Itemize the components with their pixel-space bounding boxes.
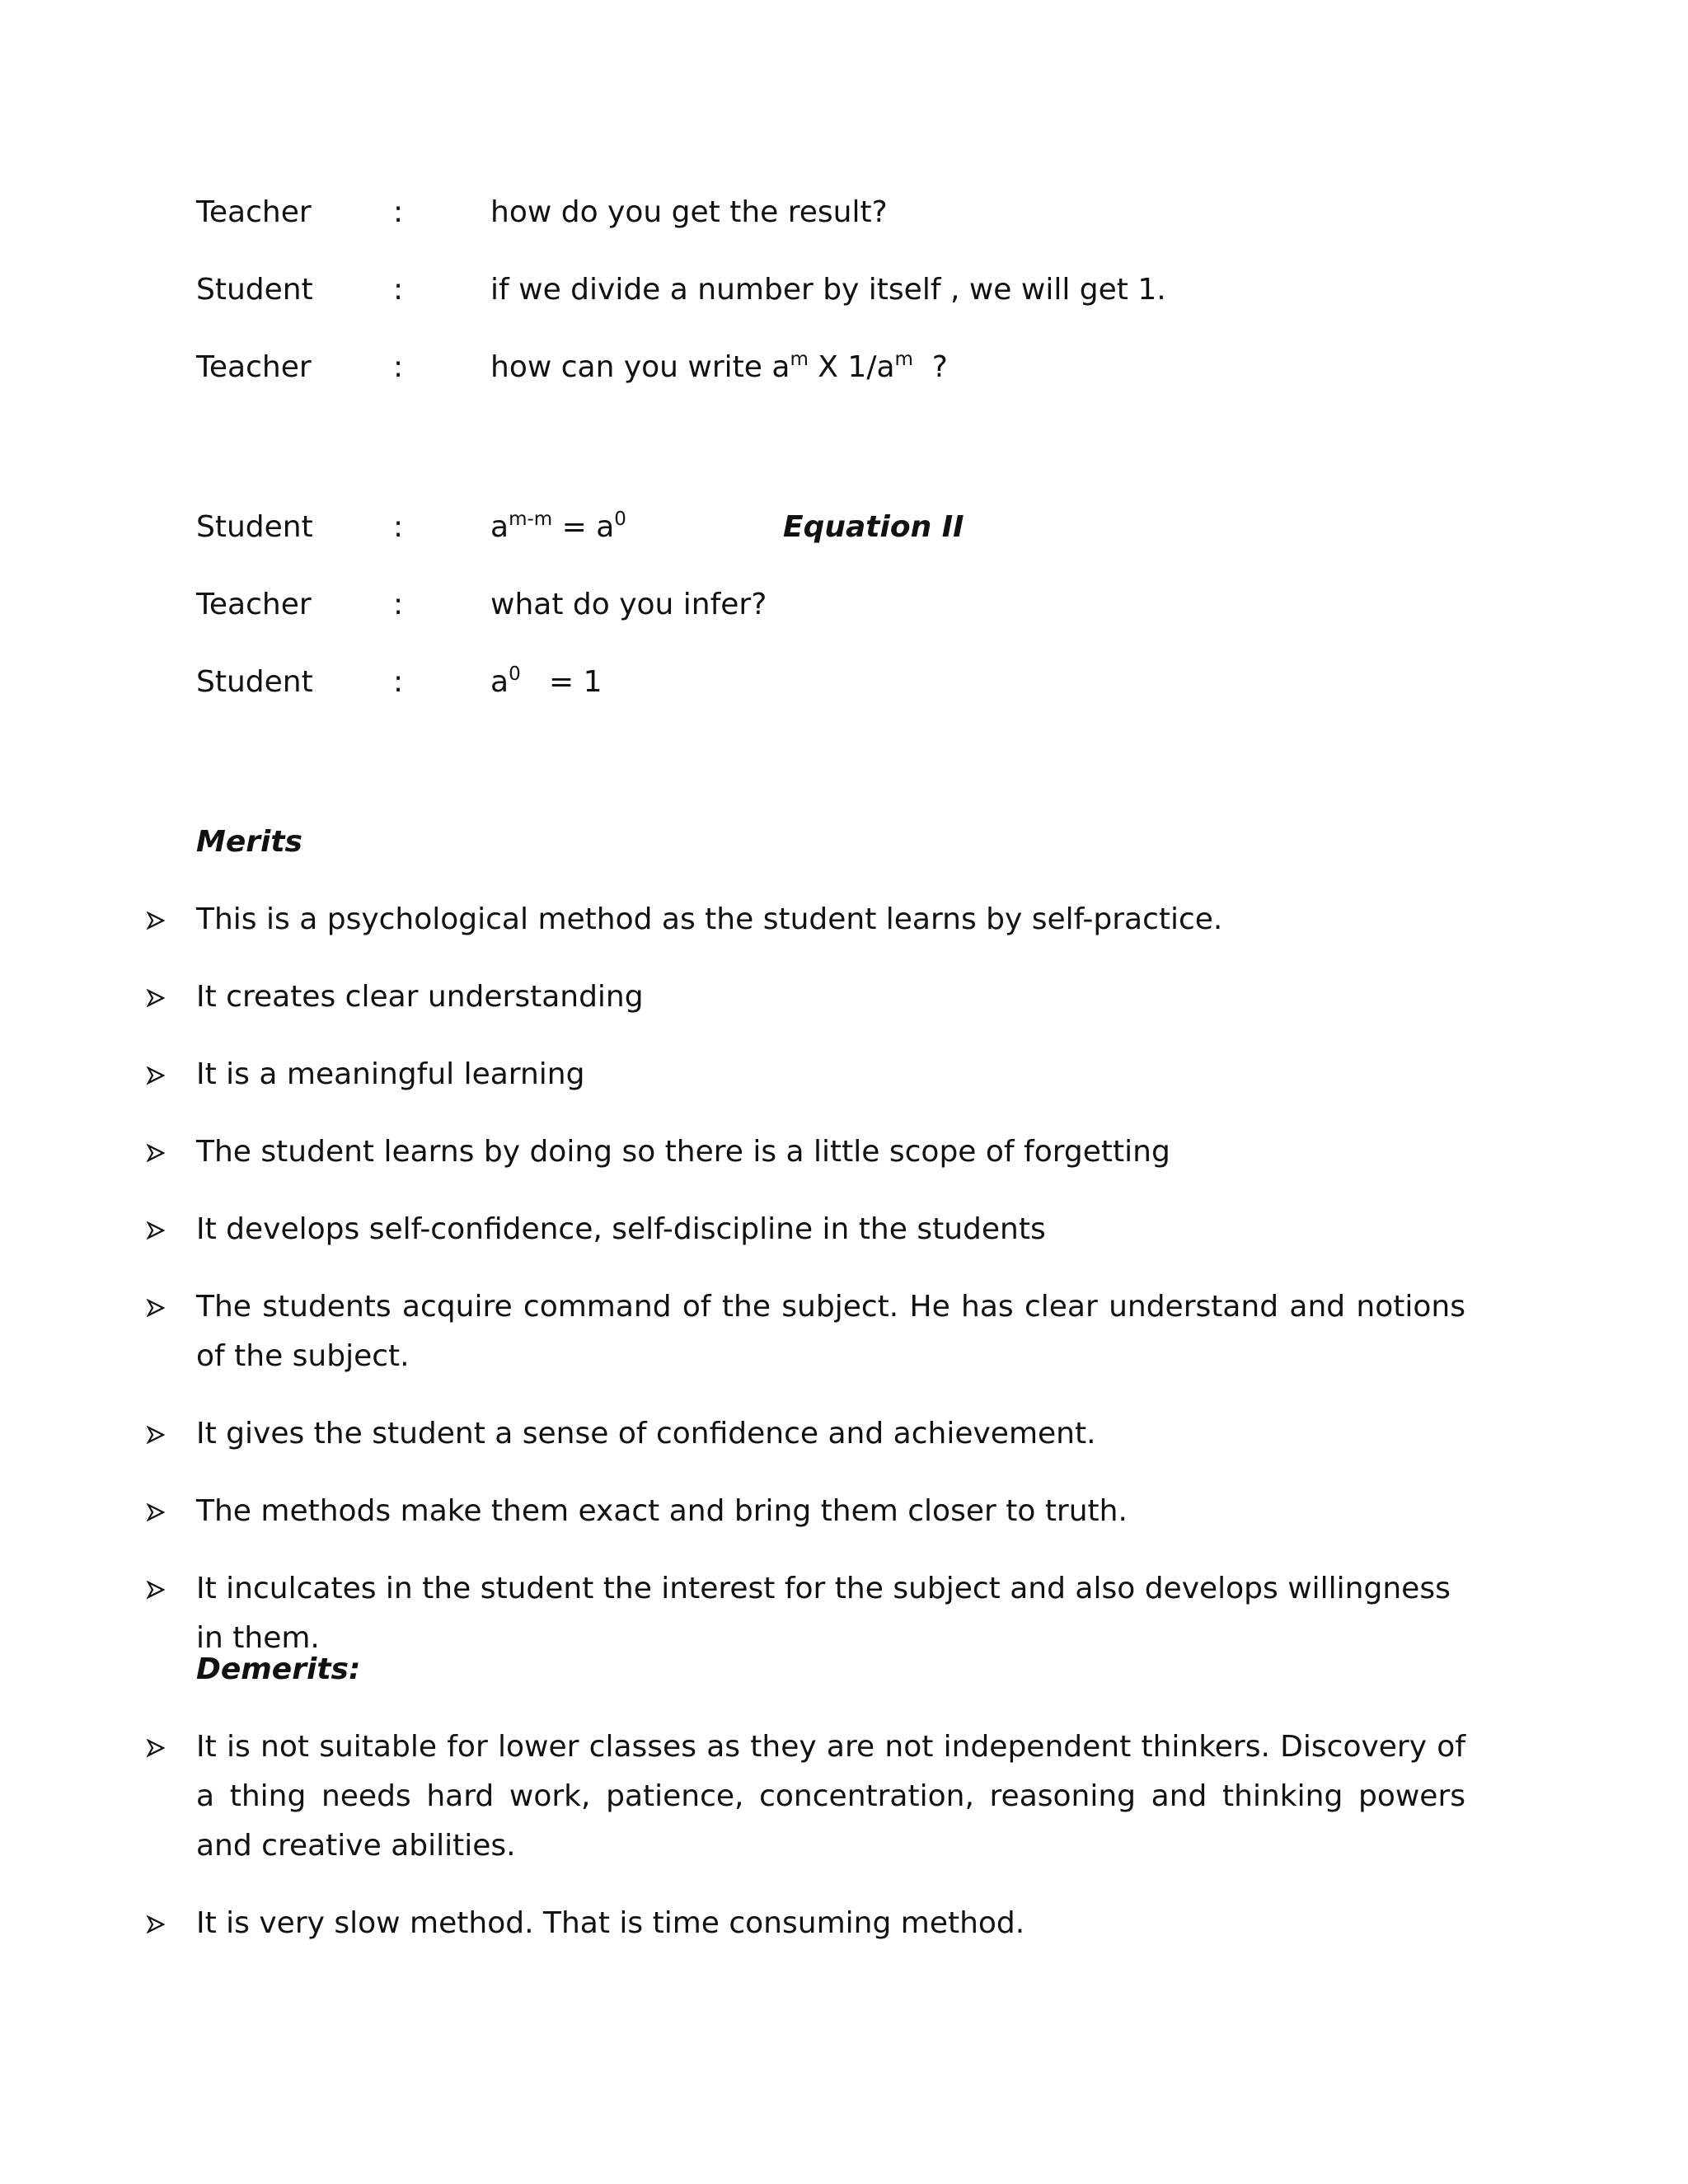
equation-base: a [490,665,509,699]
arrowhead-bullet-icon [147,1564,180,1614]
arrowhead-bullet-icon [147,1205,180,1254]
utterance-text: how do you get the result? [490,195,888,229]
list-item [147,1899,1465,1948]
list-item-text: It develops self-confidence, self-discipline in the students [196,1212,1046,1246]
arrowhead-bullet-icon [147,1050,180,1099]
colon-separator: : [393,350,404,384]
demerits-list [147,1722,1465,1948]
arrowhead-bullet-icon [147,895,180,944]
expression-text: how can you write a [490,350,790,384]
speaker-label: Teacher [196,195,312,229]
demerits-heading: Demerits: [196,1652,361,1686]
arrowhead-bullet-icon [147,1282,180,1332]
list-item-text: The student learns by doing so there is a little scope of forgetting [196,1135,1170,1169]
superscript: m [894,349,913,370]
merits-heading: Merits [196,825,302,859]
arrowhead-bullet-icon [147,1127,180,1177]
equation-text: = a [552,510,615,544]
arrowhead-bullet-icon [147,1722,180,1772]
speaker-label: Teacher [196,350,312,384]
colon-separator: : [393,665,404,699]
speaker-label: Teacher [196,588,312,621]
expression-text: ? [912,350,948,384]
list-item-text: The students acquire command of the subject. He has clear understand and notions of the subject. [196,1290,1465,1373]
list-item [147,1487,1465,1536]
list-item [147,1282,1465,1381]
equation-base: a [490,510,509,544]
list-item-text: It is very slow method. That is time consuming method. [196,1906,1025,1940]
dialogue-row [0,188,1688,237]
colon-separator: : [393,195,404,229]
dialogue-row [0,265,1688,315]
list-item [147,1050,1465,1099]
arrowhead-bullet-icon [147,1899,180,1948]
equation-expression [490,658,603,707]
arrowhead-bullet-icon [147,972,180,1022]
merits-list [147,895,1465,1663]
list-item-text: This is a psychological method as the student learns by self-practice. [196,902,1223,936]
colon-separator: : [393,510,404,544]
list-item [147,1722,1465,1871]
dialogue-row [0,658,1688,707]
superscript: 0 [509,663,521,685]
list-item-text: It inculcates in the student the interest for the subject and also develops willingness in them. [196,1572,1451,1655]
arrowhead-bullet-icon [147,1409,180,1459]
list-item [147,1409,1465,1459]
speaker-label: Student [196,665,313,699]
colon-separator: : [393,588,404,621]
dialogue-row [0,343,1688,392]
speaker-label: Student [196,273,313,307]
list-item-text: It is a meaningful learning [196,1057,585,1091]
dialogue-row [0,580,1688,630]
dialogue-row [0,503,1688,552]
superscript: m-m [509,509,553,530]
speaker-label: Student [196,510,313,544]
list-item-text: It gives the student a sense of confidence and achievement. [196,1417,1096,1451]
list-item-text: It creates clear understanding [196,980,644,1014]
superscript: 0 [614,509,626,530]
arrowhead-bullet-icon [147,1487,180,1536]
colon-separator: : [393,273,404,307]
equation-expression [490,503,626,552]
list-item [147,895,1465,944]
list-item [147,972,1465,1022]
utterance-expression [490,343,948,392]
list-item [147,1205,1465,1254]
utterance-text: what do you infer? [490,588,767,621]
list-item-text: The methods make them exact and bring them closer to truth. [196,1494,1128,1528]
list-item [147,1127,1465,1177]
list-item-text: It is not suitable for lower classes as they are not independent thinkers. Discovery of a thing needs hard work, patience, concentration, reasoning and thinking powers and creative abilities. [196,1730,1465,1863]
superscript: m [790,349,809,370]
equation-text: = 1 [520,665,603,699]
equation-label: Equation II [783,510,964,544]
utterance-text: if we divide a number by itself , we will get 1. [490,273,1166,307]
expression-text: X 1/a [808,350,895,384]
